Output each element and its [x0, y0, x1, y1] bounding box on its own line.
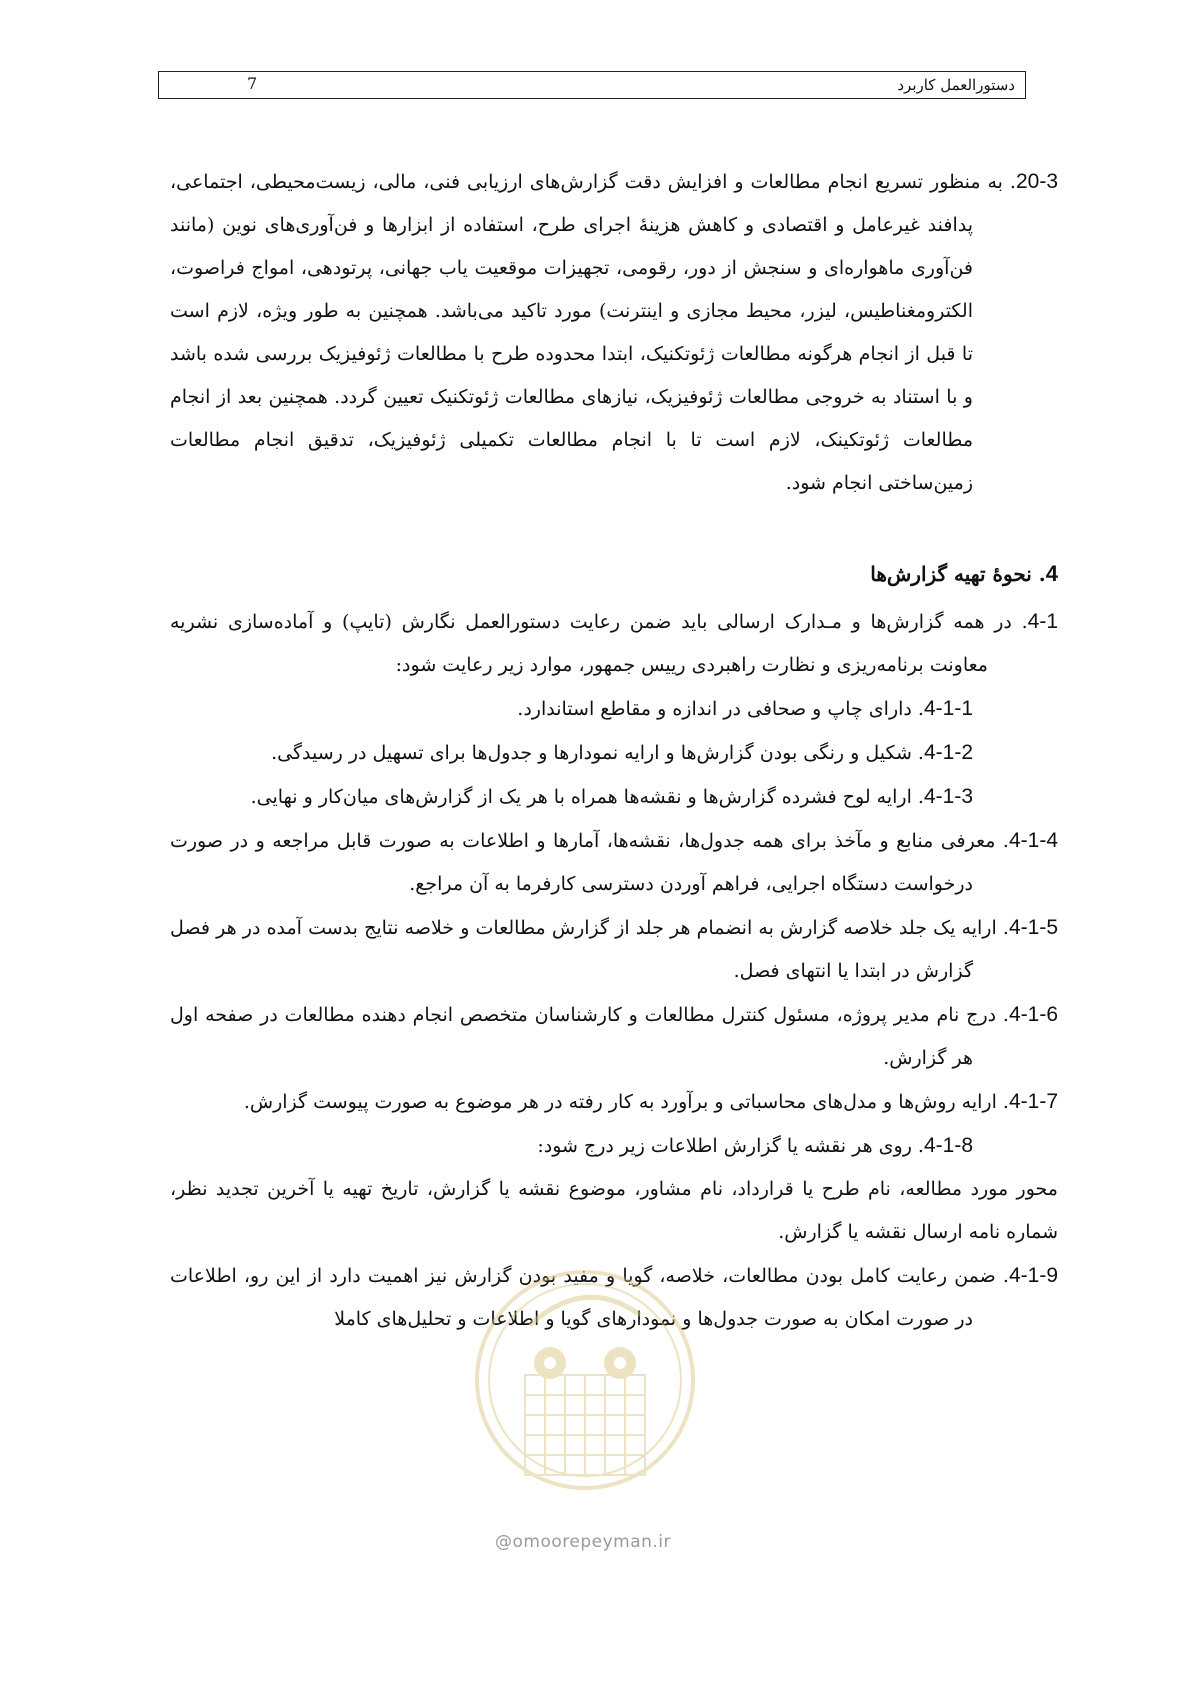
item-4-1-4 — [170, 819, 1058, 906]
item-text: . درج نام مدیر پروژه، مسئول کنترل مطالعات و کارشناسان متخصص انجام دهنده مطالعات در صفحه اول هر گزارش. — [170, 1004, 1009, 1069]
item-number: 4-1-3 — [923, 785, 973, 808]
item-number: 4-1-6 — [1008, 1003, 1058, 1026]
section-heading — [170, 552, 1058, 596]
item-4-1-8-detail: محور مورد مطالعه، نام طرح یا قرارداد، نام مشاور، موضوع نقشه یا گزارش، تاریخ تهیه یا آخرین تجدید نظر، شماره نامه ارسال نقشه یا گزارش. — [170, 1178, 1058, 1243]
item-text: . معرفی منابع و مآخذ برای همه جدول‌ها، نقشه‌ها، آمارها و اطلاعات به صورت قابل مراجعه و در صورت درخواست دستگاه اجرایی، فراهم آوردن دسترسی کارفرما به آن مراجع. — [170, 830, 1009, 895]
item-number: 4-1-9 — [1008, 1264, 1058, 1287]
clause-number: 4-1 — [1027, 610, 1058, 633]
item-number: 4-1-2 — [923, 741, 973, 764]
header-title: دستورالعمل کاربرد — [897, 76, 1015, 94]
item-4-1-6 — [170, 993, 1058, 1080]
item-number: 4-1-7 — [1008, 1090, 1058, 1113]
item-4-1-5 — [170, 906, 1058, 993]
section-number: 4 — [1045, 561, 1058, 586]
item-text: . دارای چاپ و صحافی در اندازه و مقاطع استاندارد. — [517, 698, 924, 720]
paragraph-4-1 — [170, 600, 1058, 687]
item-4-1-8 — [170, 1124, 1058, 1168]
page-number: 7 — [247, 74, 258, 93]
item-text: . ارایه یک جلد خلاصه گزارش به انضمام هر جلد از گزارش مطالعات و خلاصه نتایج بدست آمده در هر فصل گزارش در ابتدا یا انتهای فصل. — [170, 917, 1009, 982]
clause-text: . در همه گزارش‌ها و مـدارک ارسالی باید ضمن رعایت دستورالعمل نگارش (تایپ) و آماده‌سازی نشریه معاونت برنامه‌ریزی و نظارت راهبردی ریيس جمهور، موارد زیر رعایت شود: — [170, 611, 1028, 676]
item-number: 4-1-1 — [923, 697, 973, 720]
clause-text: . به منظور تسریع انجام مطالعات و افزایش دقت گزارش‌های ارزیابی فنی، مالی، زیست‌محیطی، اجتماعی، پدافند غیرعامل و اقتصادی و کاهش هزینۀ اجرای طرح، استفاده از ابزارها و فن‌آوری‌های نوین (مانند فن‌آوری ماهواره‌ای و سنجش از دور، رقومی، تجهیزات موقعیت یاب جهانی، پرتودهی، امواج فراصوت، الکترومغناطیس، لیزر، محیط مجازی و اینترنت) مورد تاکید می‌باشد. همچنین به طور ویژه، لازم است تا قبل از انجام هرگونه مطالعات ژئوتکنیک، ابتدا محدوده طرح با مطالعات ژئوفیزیک بررسی شده باشد و با استناد به خروجی مطالعات ژئوفیزیک، نیازهای مطالعات ژئوتکنیک تعیین گردد. همچنین بعد از انجام مطالعات ژئوتکینک، لازم است تا با انجام مطالعات تکمیلی ژئوفیزیک، تدقیق انجام مطالعات زمین‌ساختی انجام شود. — [170, 171, 1016, 494]
item-4-1-7 — [170, 1080, 1058, 1124]
paragraph-20-3 — [170, 160, 1058, 505]
item-4-1-9 — [170, 1254, 1058, 1341]
item-4-1-1 — [170, 687, 1058, 731]
page-header — [158, 71, 1026, 99]
item-text: . شکیل و رنگی بودن گزارش‌ها و ارایه نمودارها و جدول‌ها برای تسهیل در رسیدگی. — [271, 742, 924, 764]
section-title: . نحوۀ تهیه گزارش‌ها — [870, 562, 1046, 586]
item-text: . روی هر نقشه یا گزارش اطلاعات زیر درج شود: — [537, 1135, 924, 1157]
clause-number: 20-3 — [1015, 170, 1058, 193]
item-number: 4-1-5 — [1008, 916, 1058, 939]
item-text: . ارایه روش‌ها و مدل‌های محاسباتی و برآورد به کار رفته در هر موضوع به صورت پیوست گزارش. — [243, 1091, 1009, 1113]
item-4-1-2 — [170, 731, 1058, 775]
item-text: . ضمن رعایت کامل بودن مطالعات، خلاصه، گویا و مفید بودن گزارش نیز اهمیت دارد از این رو، اطلاعات در صورت امکان به صورت جدول‌ها و نمودارهای گویا و اطلاعات و تحلیل‌های کاملا — [170, 1265, 1009, 1330]
item-4-1-3 — [170, 775, 1058, 819]
paragraph-20-3-text — [170, 160, 1058, 505]
item-text: . ارایه لوح فشرده گزارش‌ها و نقشه‌ها همراه با هر یک از گزارش‌های میان‌کار و نهایی. — [250, 786, 924, 808]
watermark-label: @omoorepeyman.ir — [495, 1532, 672, 1552]
item-number: 4-1-8 — [923, 1134, 973, 1157]
section-4 — [170, 552, 1058, 1341]
item-number: 4-1-4 — [1008, 829, 1058, 852]
